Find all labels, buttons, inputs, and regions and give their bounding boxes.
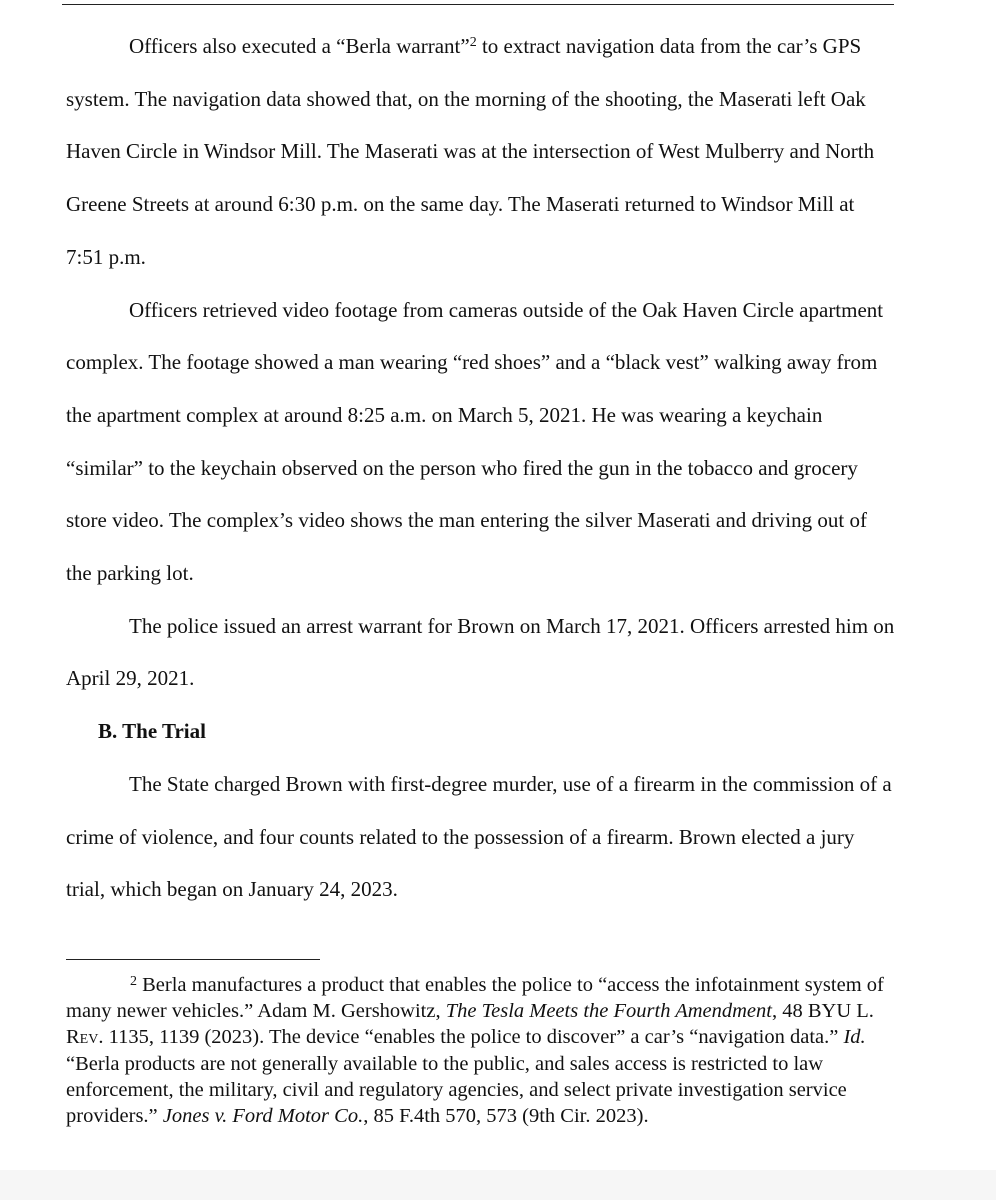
citation-id: Id. [843,1026,866,1049]
footnote-text: Berla manufactures a product that enables the police to “access the infotainment system of many newer vehicles.” Adam M. Gershowitz, [66,974,884,1023]
case-name: Jones v. Ford Motor Co. [162,1105,364,1128]
paragraph-text: to extract navigation data from the car’s GPS system. The navigation data showed that, on the morning of the shooting, the Maserati left Oak Haven Circle in Windsor Mill. The Maserati was at the intersection of West Mulberry and North Greene Streets at around 6:30 p.m. on the same day. The Maserati returned to Windsor Mill at 7:51 p.m. [66,34,875,269]
footnote-text: , 48 BYU L. [771,1000,874,1023]
footnote-reference[interactable]: 2 [469,35,477,50]
footnote-text: , 85 F.4th 570, 573 (9th Cir. 2023). [363,1105,649,1128]
section-heading: B. The Trial [98,719,206,744]
footnote-text: “Berla products are not generally available to the public, and sales access is restricted to law enforcement, the military, civil and regulatory agencies, and select private investigation service providers.” [66,1052,847,1128]
page-bottom-strip [0,1170,996,1200]
paragraph-video-footage: Officers retrieved video footage from cameras outside of the Oak Haven Circle apartment complex. The footage showed a man wearing “red shoes” and a “black vest” walking away from the apartment complex at around 8:25 a.m. on March 5, 2021. He was wearing a keychain “similar” to the keychain observed on the person who fired the gun in the tobacco and grocery store video. The complex’s video shows the man entering the silver Maserati and driving out of the parking lot. [66,297,884,586]
paragraph-trial: The State charged Brown with first-degree murder, use of a firearm in the commission of a crime of violence, and four counts related to the possession of a firearm. Brown elected a jury trial, which began on January 24, 2023. [66,771,892,902]
paragraph-text: Officers also executed a “Berla warrant” [129,34,470,58]
footnote-number: 2 [130,974,137,989]
document-body [66,20,896,916]
footnote-2 [66,972,896,1129]
small-caps-text: Rev [66,1026,99,1049]
paragraph-berla-warrant [66,20,896,284]
paragraph-arrest: The police issued an arrest warrant for Brown on March 17, 2021. Officers arrested him on April 29, 2021. [66,613,895,691]
header-rule [62,4,894,5]
footnote-text: . 1135, 1139 (2023). The device “enables the police to discover” a car’s “navigation data.” [98,1026,844,1049]
footnote-separator [66,959,320,960]
citation-title: The Tesla Meets the Fourth Amendment [445,1000,772,1023]
